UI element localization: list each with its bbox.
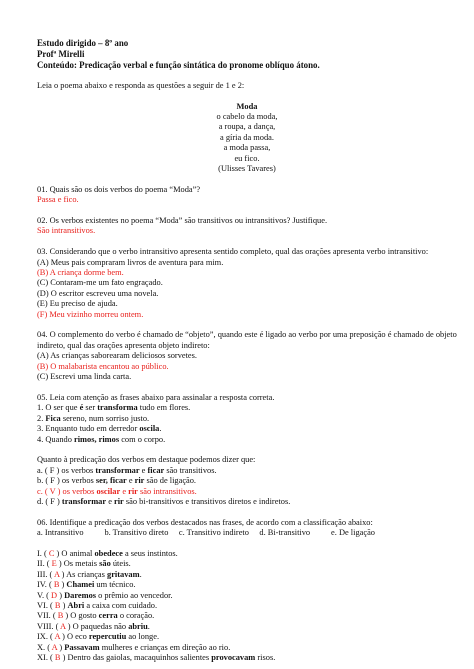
question-2: 02. Os verbos existentes no poema “Moda” são transitivos ou intransitivos? Justifique. bbox=[37, 216, 328, 226]
answer-2: São intransitivos. bbox=[37, 226, 96, 236]
q6-item: VIII. ( A ) O paquedas não abriu. bbox=[37, 621, 150, 631]
poem-line: a roupa, a dança, bbox=[218, 122, 276, 132]
q5-option: b. ( F ) os verbos ser, ficar e rir são de ligação. bbox=[37, 476, 197, 486]
intro-text: Leia o poema abaixo e responda as questões a seguir de 1 e 2: bbox=[37, 80, 245, 90]
q6-item: VI. ( B ) Abri a caixa com cuidado. bbox=[37, 600, 158, 610]
q5-sentence: 3. Enquanto tudo em derredor oscila. bbox=[37, 424, 162, 434]
teacher-name: Profª Mirelli bbox=[37, 48, 85, 59]
q4-option: (A) As crianças saborearam deliciosos sorvetes. bbox=[37, 351, 197, 361]
q5-sentence: 1. O ser que é ser transforma tudo em flores. bbox=[37, 403, 191, 413]
q6-item: II. ( E ) Os metais são úteis. bbox=[37, 559, 131, 569]
question-1: 01. Quais são os dois verbos do poema “Moda”? bbox=[37, 184, 201, 194]
q6-item: IX. ( A ) O eco repercutiu ao longe. bbox=[37, 632, 160, 642]
q3-option: (E) Eu preciso de ajuda. bbox=[37, 299, 118, 309]
q6-legend: a. Intransitivo b. Transitivo direto c. Transitivo indireto d. Bi-transitivo e. De ligação bbox=[37, 528, 375, 538]
q5-option: c. ( V ) os verbos oscilar e rir são intransitivos. bbox=[37, 486, 197, 496]
question-4: 04. O complemento do verbo é chamado de “objeto”, quando este é ligado ao verbo por uma preposição é chamado de objeto indireto, qual das orações apresenta objeto indireto: bbox=[37, 330, 457, 350]
answer-1: Passa e fico. bbox=[37, 195, 79, 205]
content-subject: Conteúdo: Predicação verbal e função sintática do pronome oblíquo átono. bbox=[37, 59, 320, 70]
poem-author: (Ulisses Tavares) bbox=[218, 164, 276, 174]
document-page bbox=[37, 38, 457, 663]
poem bbox=[37, 102, 457, 175]
q3-option: (D) O escritor escreveu uma novela. bbox=[37, 288, 159, 298]
q5-sentence: 2. Fica sereno, num sorriso justo. bbox=[37, 413, 150, 423]
q6-item: V. ( D ) Daremos o prêmio ao vencedor. bbox=[37, 590, 173, 600]
question-5: 05. Leia com atenção as frases abaixo para assinalar a resposta correta. bbox=[37, 392, 275, 402]
q5-option: a. ( F ) os verbos transformar e ficar são transitivos. bbox=[37, 465, 217, 475]
poem-line: a moda passa, bbox=[223, 143, 271, 153]
q6-item: III. ( A ) As crianças gritavam. bbox=[37, 569, 142, 579]
q3-option: (B) A criança dorme bem. bbox=[37, 268, 124, 278]
q5-sentence: 4. Quando rimos, rimos com o corpo. bbox=[37, 434, 166, 444]
poem-line: o cabelo da moda, bbox=[216, 111, 278, 121]
q4-option: (C) Escrevi uma linda carta. bbox=[37, 372, 132, 382]
q4-option: (B) O malabarista encantou ao público. bbox=[37, 361, 169, 371]
poem-title: Moda bbox=[236, 101, 258, 111]
q3-option: (A) Meus pais compraram livros de aventura para mim. bbox=[37, 257, 224, 267]
q3-option: (C) Contaram-me um fato engraçado. bbox=[37, 278, 163, 288]
question-6: 06. Identifique a predicação dos verbos destacados nas frases, de acordo com a classificação abaixo: bbox=[37, 517, 373, 527]
q6-item: X. ( A ) Passavam mulheres e crianças em direção ao rio. bbox=[37, 642, 231, 652]
q6-item: XI. ( B ) Dentro das gaiolas, macaquinhos salientes provocavam risos. bbox=[37, 652, 276, 662]
question-3: 03. Considerando que o verbo intransitivo apresenta sentido completo, qual das orações apresenta verbo intransitivo: bbox=[37, 247, 429, 257]
q5-prompt: Quanto à predicação dos verbos em destaque podemos dizer que: bbox=[37, 455, 256, 465]
q6-item: I. ( C ) O animal obedece a seus instintos. bbox=[37, 548, 178, 558]
q6-item: IV. ( B ) Chamei um técnico. bbox=[37, 580, 136, 590]
poem-line: eu fico. bbox=[234, 153, 260, 163]
poem-line: a gíria da moda. bbox=[220, 132, 274, 142]
q6-item: VII. ( B ) O gosto cerra o coração. bbox=[37, 611, 155, 621]
doc-title: Estudo dirigido – 8º ano bbox=[37, 38, 129, 48]
q5-option: d. ( F ) transformar e rir são bi-transitivos e transitivos diretos e indiretos. bbox=[37, 496, 291, 506]
q3-option: (F) Meu vizinho morreu ontem. bbox=[37, 309, 144, 319]
